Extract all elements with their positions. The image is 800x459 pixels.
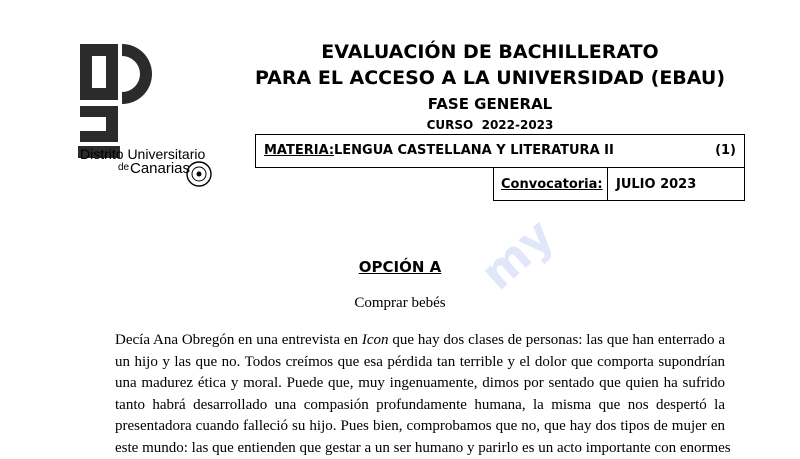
title-line-2: PARA EL ACCESO A LA UNIVERSIDAD (EBAU)	[255, 67, 725, 89]
course-year: CURSO 2022-2023	[255, 118, 725, 132]
body-line: un hijo y las que no. Todos creímos que esa pérdida tan terrible y el dolor que comporta supondrían	[115, 352, 725, 374]
title-line-1: EVALUACIÓN DE BACHILLERATO	[255, 41, 725, 63]
logo-line-2: Canarias	[130, 160, 190, 177]
subject-label: MATERIA:	[264, 143, 334, 158]
body-line: tanto habrá desarrollado una compasión profundamente humana, la misma que nos despertó la	[115, 395, 725, 417]
body-line: presentadora cuando falleció su hijo. Pues bien, comprobamos que no, que hay dos tipos de mujer en	[115, 416, 725, 438]
body-line-1-end: que hay dos clases de personas: las que han enterrado a	[389, 332, 725, 348]
duc-logo	[78, 42, 218, 192]
logo-line-1: Distrito Universitario	[80, 146, 205, 162]
phase-title: FASE GENERAL	[255, 95, 725, 113]
option-title: OPCIÓN A	[0, 258, 800, 276]
subject-number: (1)	[715, 143, 736, 158]
body-line	[115, 330, 725, 352]
article-title: Comprar bebés	[0, 295, 800, 312]
magazine-name: Icon	[362, 332, 389, 348]
body-line: este mundo: las que entienden que gestar a un ser humano y parirlo es un acto importante con enormes	[115, 438, 725, 459]
exam-session-box	[493, 167, 745, 201]
subject-box	[255, 134, 745, 168]
logo-prefix: de	[118, 162, 129, 173]
body-line: una madurez ética y moral. Puede que, muy ingenuamente, dimos por sentado que quien ha sufrido	[115, 373, 725, 395]
watermark: my	[470, 208, 564, 300]
subject-value: LENGUA CASTELLANA Y LITERATURA II	[334, 143, 614, 158]
body-line-1-start: Decía Ana Obregón en una entrevista en	[115, 332, 362, 348]
exam-session-label: Convocatoria:	[501, 177, 603, 192]
exam-session-divider	[607, 168, 608, 200]
exam-session-value: JULIO 2023	[616, 177, 696, 192]
article-body	[115, 330, 725, 459]
